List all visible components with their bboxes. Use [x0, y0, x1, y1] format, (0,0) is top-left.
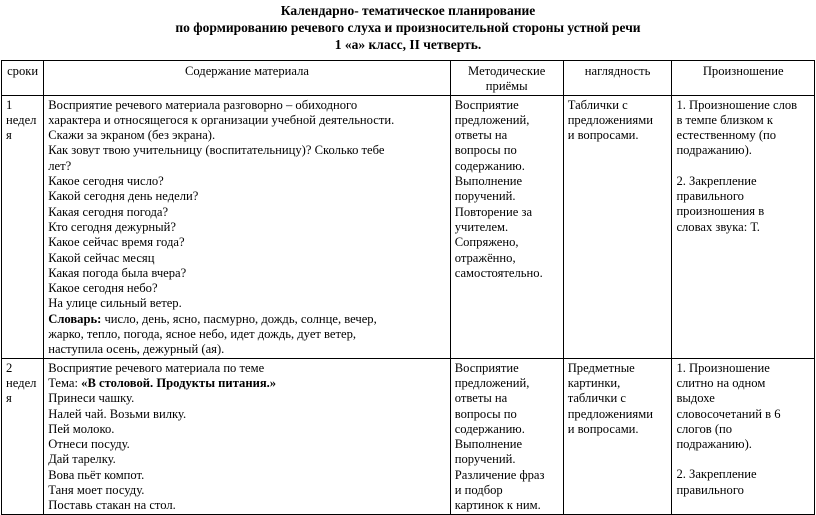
content-line: Поставь стакан на стол. [48, 498, 176, 513]
methods-line: содержанию. [454, 158, 525, 173]
doc-title-line-2: по формированию речевого слуха и произносительной стороны устной речи [175, 20, 641, 35]
planning-table [1, 60, 815, 515]
methods-line: картинок к ним. [454, 498, 541, 513]
methods-line: предложений, [454, 375, 530, 390]
content-line: На улице сильный ветер. [48, 296, 182, 311]
row1-period [2, 95, 44, 358]
visual-line: Предметные [567, 360, 635, 375]
methods-line: предложений, [454, 112, 530, 127]
pronunciation-line: естественному (по [676, 128, 777, 143]
header-visual: наглядность [563, 61, 672, 96]
content-line: Какое сейчас время года? [48, 235, 185, 250]
content-line: Таня моет посуду. [48, 483, 145, 498]
content-line: Какая сегодня погода? [48, 204, 169, 219]
row1-period-line: я [6, 128, 12, 143]
row2-pronunciation [672, 358, 815, 514]
visual-line: Таблички с [567, 97, 628, 112]
content-line: Пей молоко. [48, 421, 115, 436]
row1-content [44, 95, 451, 358]
methods-line: вопросы по [454, 406, 517, 421]
row2-methods [450, 358, 563, 514]
content-line: Вова пьёт компот. [48, 467, 145, 482]
methods-line: Восприятие [454, 360, 519, 375]
topic-title: «В столовой. Продукты питания.» [81, 375, 277, 390]
pronunciation-line: 1. Произношение слов [676, 97, 798, 112]
row1-visual [563, 95, 672, 358]
pronunciation-line: правильного [676, 189, 744, 204]
content-line: Какой сегодня день недели? [48, 189, 199, 204]
content-line: Какая погода была вчера? [48, 265, 187, 280]
pronunciation-line: 1. Произношение [676, 360, 770, 375]
row1-period-line: недел [6, 112, 37, 127]
topic-line [48, 376, 446, 391]
methods-line: отражённо, [454, 250, 516, 265]
methods-line: и подбор [454, 483, 503, 498]
pronunciation-line: правильного [676, 482, 744, 497]
pronunciation-line: слитно на одном [676, 375, 766, 390]
methods-line: учителем. [454, 219, 509, 234]
visual-line: предложениями [567, 112, 653, 127]
methods-line: Восприятие [454, 97, 519, 112]
row2-period-line: 2 [6, 360, 13, 375]
content-line: Какое сегодня число? [48, 174, 164, 189]
visual-line: таблички с [567, 391, 626, 406]
visual-line: и вопросами. [567, 128, 639, 143]
pronunciation-line: слогов (по [676, 421, 733, 436]
pronunciation-line: словосочетаний в 6 [676, 406, 781, 421]
row2-content [44, 358, 451, 514]
methods-line: вопросы по [454, 143, 517, 158]
content-line: Как зовут твою учительницу (воспитательницу)? Сколько тебе [48, 143, 385, 158]
vocabulary-line [48, 312, 446, 327]
row2-period [2, 358, 44, 514]
doc-title-line-3: 1 «а» класс, II четверть. [334, 37, 482, 52]
row1-period-line: 1 [6, 97, 13, 112]
header-methods-line-1: Методические [468, 64, 546, 78]
methods-line: Различение фраз [454, 467, 545, 482]
row2-period-line: я [6, 391, 12, 406]
vocabulary-label: Словарь: [48, 311, 102, 326]
pronunciation-line: подражанию). [676, 143, 752, 158]
doc-title-line-1: Календарно- тематическое планирование [280, 3, 536, 18]
vocabulary-line: наступила осень, дежурный (ая). [48, 342, 225, 357]
methods-line: содержанию. [454, 421, 525, 436]
content-line: Налей чай. Возьми вилку. [48, 406, 187, 421]
paragraph-gap [676, 452, 810, 467]
paragraph-gap [676, 159, 810, 174]
pronunciation-line: выдохе [676, 391, 715, 406]
pronunciation-line: подражанию). [676, 437, 752, 452]
content-line: Кто сегодня дежурный? [48, 219, 176, 234]
topic-prefix: Тема: [48, 375, 82, 390]
methods-line: самостоятельно. [454, 265, 543, 280]
visual-line: картинки, [567, 375, 621, 390]
content-line: лет? [48, 158, 72, 173]
content-line: Принеси чашку. [48, 391, 135, 406]
methods-line: Выполнение [454, 437, 523, 452]
content-line: Восприятие речевого материала по теме [48, 360, 265, 375]
row1-pronunciation [672, 95, 815, 358]
row2-period-line: недел [6, 375, 37, 390]
pronunciation-line: в темпе близком к [676, 112, 773, 127]
table-header-row [2, 61, 815, 96]
methods-line: Выполнение [454, 174, 523, 189]
header-pronunciation: Произношение [672, 61, 815, 96]
pronunciation-line: 2. Закрепление [676, 173, 757, 188]
header-period: сроки [2, 61, 44, 96]
vocabulary-text: число, день, ясно, пасмурно, дождь, солнце, вечер, [101, 311, 377, 326]
visual-line: и вопросами. [567, 421, 639, 436]
content-line: характера и относящегося к организации учебной деятельности. [48, 112, 395, 127]
methods-line: Сопряжено, [454, 235, 519, 250]
table-row [2, 358, 815, 514]
pronunciation-line: произношения в [676, 204, 765, 219]
pronunciation-line: 2. Закрепление [676, 467, 757, 482]
content-line: Какой сейчас месяц [48, 250, 155, 265]
row2-visual [563, 358, 672, 514]
table-row [2, 95, 815, 358]
row1-methods [450, 95, 563, 358]
content-line: Отнеси посуду. [48, 437, 130, 452]
pronunciation-line: словах звука: Т. [676, 219, 760, 234]
header-content: Содержание материала [44, 61, 451, 96]
methods-line: ответы на [454, 391, 508, 406]
vocabulary-line: жарко, тепло, погода, ясное небо, идет дождь, дует ветер, [48, 327, 357, 342]
content-line: Дай тарелку. [48, 452, 116, 467]
content-line: Какое сегодня небо? [48, 281, 158, 296]
content-line: Восприятие речевого материала разговорно – обиходного [48, 97, 358, 112]
methods-line: поручений. [454, 452, 516, 467]
header-methods-line-2: приёмы [485, 79, 528, 94]
methods-line: Повторение за [454, 204, 533, 219]
header-methods [450, 61, 563, 96]
methods-line: ответы на [454, 128, 508, 143]
methods-line: поручений. [454, 189, 516, 204]
visual-line: предложениями [567, 406, 653, 421]
content-line: Скажи за экраном (без экрана). [48, 128, 216, 143]
